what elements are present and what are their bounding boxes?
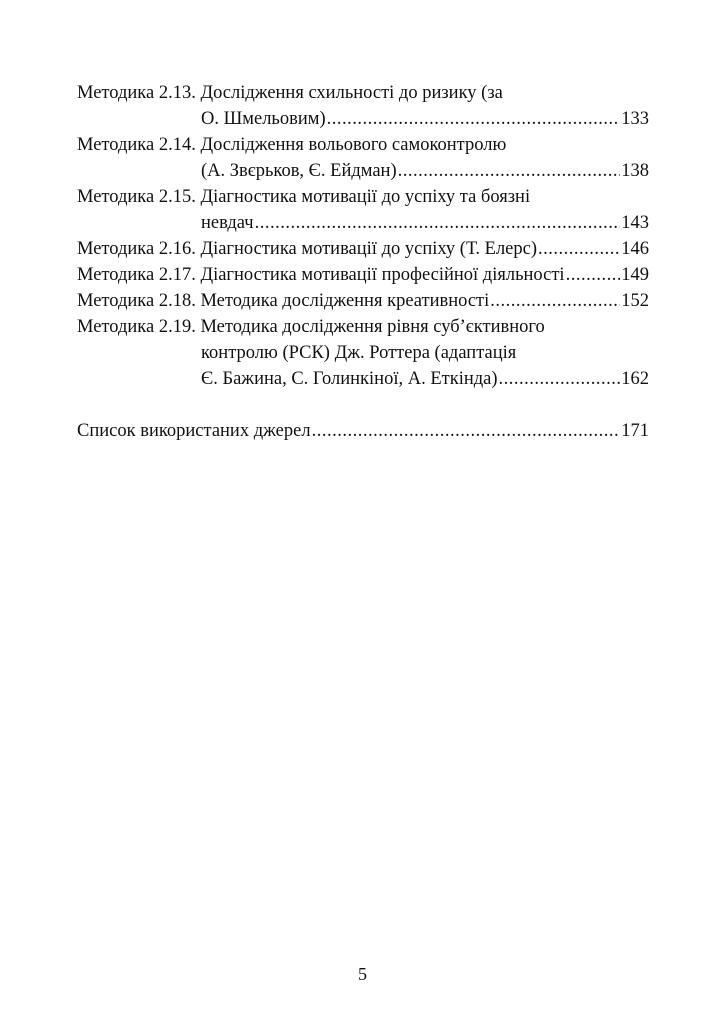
toc-page-number: 152 <box>621 291 649 311</box>
toc-entry-title: Методика 2.17. Діагностика мотивації професійної діяльності <box>77 265 565 285</box>
toc-entry-title: Методика 2.18. Методика дослідження креативності <box>77 291 490 311</box>
page-number: 5 <box>358 964 367 984</box>
toc-entry-references[interactable] <box>77 418 649 444</box>
leader-dots <box>327 106 621 132</box>
toc-page-number: 162 <box>621 369 649 389</box>
toc-entry-title-cont: (А. Звєрьков, Є. Ейдман) <box>201 161 397 181</box>
leader-dots <box>398 158 621 184</box>
toc-entry-2-16[interactable] <box>77 236 649 262</box>
toc-entry-title: Методика 2.15. Діагностика мотивації до успіху та боязні <box>77 187 531 207</box>
toc-page-number: 149 <box>621 265 649 285</box>
toc-entry-title: Методика 2.19. Методика дослідження рівня суб’єктивного <box>77 317 545 337</box>
toc-entry-title-cont: О. Шмельовим) <box>201 109 326 129</box>
toc-entry-2-18[interactable] <box>77 288 649 314</box>
toc-page-number: 138 <box>621 161 649 181</box>
toc-page-number: 171 <box>621 421 649 441</box>
toc-page-number: 146 <box>621 239 649 259</box>
leader-dots <box>538 236 620 262</box>
toc-entry-title-cont: невдач <box>201 213 254 233</box>
leader-dots <box>490 288 620 314</box>
toc-entry-title-cont: контролю (РСК) Дж. Роттера (адаптація <box>201 343 517 363</box>
toc-entry-title: Список використаних джерел <box>77 421 311 441</box>
toc-entry-2-14[interactable] <box>77 132 649 184</box>
toc-entry-2-17[interactable] <box>77 262 649 288</box>
table-of-contents <box>77 80 649 444</box>
toc-page-number: 143 <box>621 213 649 233</box>
leader-dots <box>499 366 621 392</box>
leader-dots <box>566 262 621 288</box>
toc-entry-title-cont: Є. Бажина, С. Голинкіної, А. Еткінда) <box>201 369 498 389</box>
toc-page-number: 133 <box>621 109 649 129</box>
toc-entry-title: Методика 2.16. Діагностика мотивації до успіху (Т. Елерс) <box>77 239 538 259</box>
spacer <box>77 392 649 418</box>
toc-entry-title: Методика 2.14. Дослідження вольового самоконтролю <box>77 135 507 155</box>
toc-entry-2-13[interactable] <box>77 80 649 132</box>
toc-entry-2-19[interactable] <box>77 314 649 392</box>
toc-entry-2-15[interactable] <box>77 184 649 236</box>
leader-dots <box>312 418 621 444</box>
toc-entry-title: Методика 2.13. Дослідження схильності до ризику (за <box>77 83 503 103</box>
leader-dots <box>255 210 621 236</box>
